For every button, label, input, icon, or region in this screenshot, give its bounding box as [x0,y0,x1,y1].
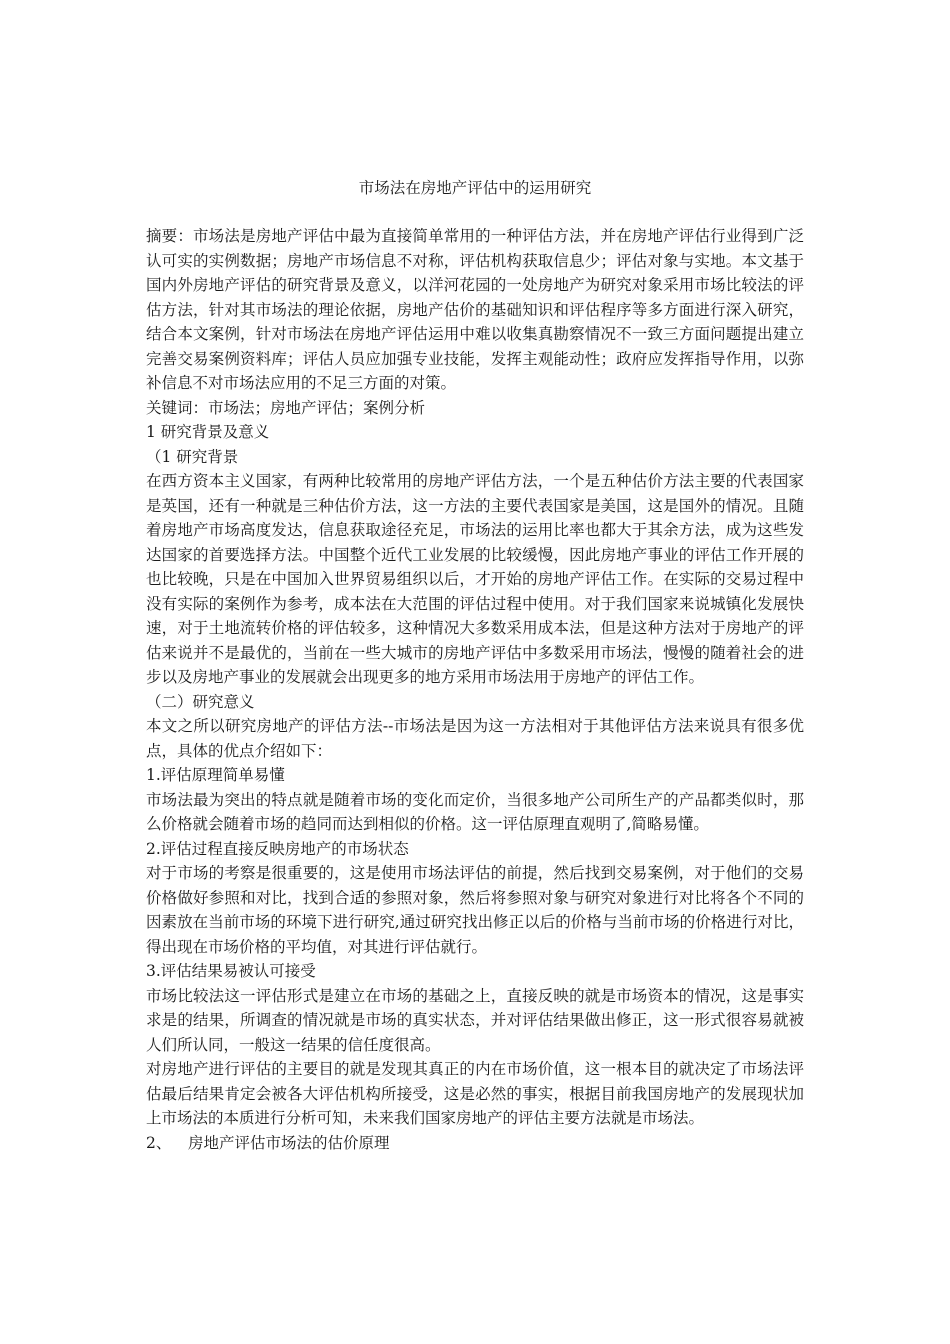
point-paragraph-3a: 市场比较法这一评估形式是建立在市场的基础之上，直接反映的就是市场资本的情况，这是事实求是的结果，所调查的情况就是市场的真实状态，并对评估结果做出修正，这一形式很容易就被人们所认同，一般这一结果的信任度很高。 [146,986,804,1054]
subsection-heading-significance: （二）研究意义 [146,692,255,711]
point-heading-2: 2.评估过程直接反映房地产的市场状态 [146,839,409,858]
point-paragraph-1: 市场法最为突出的特点就是随着市场的变化而定价，当很多地产公司所生产的产品都类似时，那么价格就会随着市场的趋同而达到相似的价格。这一评估原理直观明了,简略易懂。 [146,790,804,833]
abstract-paragraph: 摘要：市场法是房地产评估中最为直接简单常用的一种评估方法，并在房地产评估行业得到广泛认可实的实例数据；房地产市场信息不对称，评估机构获取信息少；评估对象与实地。本文基于国内外房地产评估的研究背景及意义，以洋河花园的一处房地产为研究对象采用市场比较法的评估方法，针对其市场法的理论依据，房地产估价的基础知识和评估程序等多方面进行深入研究，结合本文案例，针对市场法在房地产评估运用中难以收集真勘察情况不一致三方面问题提出建立完善交易案例资料库；评估人员应加强专业技能，发挥主观能动性；政府应发挥指导作用，以弥补信息不对市场法应用的不足三方面的对策。 [146,227,804,392]
section-number: 2、 [146,1133,172,1152]
document-title: 市场法在房地产评估中的运用研究 [358,179,592,197]
point-paragraph-3b: 对房地产进行评估的主要目的就是发现其真正的内在市场价值，这一根本目的就决定了市场法评估最后结果肯定会被各大评估机构所接受，这是必然的事实，根据目前我国房地产的发展现状加上市场法的本质进行分析可知，未来我们国家房地产的评估主要方法就是市场法。 [146,1060,804,1127]
point-heading-1: 1.评估原理简单易懂 [146,766,285,784]
section-heading-text: 房地产评估市场法的估价原理 [188,1133,390,1152]
point-heading-3: 3.评估结果易被认可接受 [146,962,316,980]
subsection-heading-background: （1 研究背景 [146,447,239,466]
section-heading-2 [146,1131,804,1156]
background-paragraph: 在西方资本主义国家，有两种比较常用的房地产评估方法，一个是五种估价方法主要的代表国家是英国，还有一种就是三种估价方法，这一方法的主要代表国家是美国，这是国外的情况。且随着房地产市场高度发达，信息获取途径充足，市场法的运用比率也都大于其余方法，成为这些发达国家的首要选择方法。中国整个近代工业发展的比较缓慢，因此房地产事业的评估工作开展的也比较晚，只是在中国加入世界贸易组织以后，才开始的房地产评估工作。在实际的交易过程中没有实际的案例作为参考，成本法在大范围的评估过程中使用。对于我们国家来说城镇化发展快速，对于土地流转价格的评估较多，这种情况大多数采用成本法，但是这种方法对于房地产的评估来说并不是最优的，当前在一些大城市的房地产评估中多数采用市场法，慢慢的随着社会的进步以及房地产事业的发展就会出现更多的地方采用市场法用于房地产的评估工作。 [146,472,804,686]
point-paragraph-2: 对于市场的考察是很重要的，这是使用市场法评估的前提，然后找到交易案例，对于他们的交易价格做好参照和对比，找到合适的参照对象，然后将参照对象与研究对象进行对比将各个不同的因素放在当前市场的环境下进行研究,通过研究找出修正以后的价格与当前市场的价格进行对比，得出现在市场价格的平均值，对其进行评估就行。 [146,864,804,956]
keywords-line: 关键词：市场法；房地产评估；案例分析 [146,398,426,417]
significance-paragraph: 本文之所以研究房地产的评估方法--市场法是因为这一方法相对于其他评估方法来说具有很多优点，具体的优点介绍如下： [146,717,804,760]
section-heading-1: 1 研究背景及意义 [146,423,270,441]
